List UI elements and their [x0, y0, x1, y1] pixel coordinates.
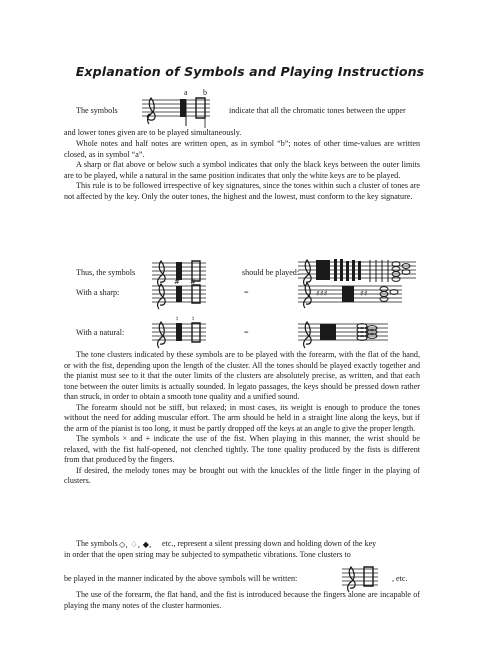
cluster-sharp-symbols [150, 278, 210, 312]
paragraph-key-signature: This rule is to be followed irrespective of key signatures, since the tones within such a cluster of tones are not affected by the key. Only the outer tones, the highest and the lowest, must conform to the key signature. [64, 181, 420, 201]
paragraph-accidentals: A sharp or flat above or below such a symbol indicates that only the black keys between the outer limits are to be played, while a natural in the same position indicates that only the white keys are to be played. [64, 160, 420, 180]
equals-sign-natural: = [244, 328, 249, 337]
cluster-natural-symbols [150, 314, 210, 352]
svg-text:#: # [190, 278, 196, 286]
cluster-natural-realization [296, 316, 392, 350]
svg-text:♮: ♮ [192, 315, 195, 323]
silent-press-glyphs: ◇, ♢, ◆, [119, 539, 152, 549]
silent-press-line2: in order that the open string may be subjected to sympathetic vibrations. Tone clusters to [64, 550, 351, 559]
silent-press-line3: be played in the manner indicated by the above symbols will be written: [64, 574, 298, 583]
svg-text:#: # [174, 278, 180, 286]
example-natural-label: With a natural: [76, 328, 125, 337]
symbol-label-b: b [203, 88, 207, 97]
silent-press-etc: , etc. [392, 574, 408, 583]
cluster-symbols-intro [140, 96, 220, 130]
equals-sign-sharp: = [244, 288, 249, 297]
example-should-label: should be played: [242, 268, 300, 277]
intro-rest: indicate that all the chromatic tones between the upper [229, 106, 406, 115]
paragraph-forearm-clusters: The tone clusters indicated by these symbols are to be played with the forearm, with the flat of the hand, or with the fist, depending upon the length of the cluster. All the tones should be played exactly together and the pianist must see to it that the outer limits of the clusters are absolutely precise, as written, and that each tone between the outer limits is actually sounded. In legato passages, the keys should be pressed down rather than struck, in order to obtain a smooth tone quality and a unified sound. [64, 350, 420, 401]
paragraph-group-3 [64, 590, 420, 611]
svg-text:♮: ♮ [176, 315, 179, 323]
intro-lead: The symbols [76, 106, 118, 115]
example-sharp-label: With a sharp: [76, 288, 120, 297]
cluster-sharp-realization [296, 280, 406, 310]
page-title: Explanation of Symbols and Playing Instructions [75, 64, 425, 79]
paragraph-group-2 [64, 350, 420, 487]
example-thus-label: Thus, the symbols [76, 268, 136, 277]
intro-continuation: and lower tones given are to be played simultaneously. [64, 128, 242, 137]
silent-press-rest: etc., represent a silent pressing down and holding down of the key [162, 539, 377, 548]
paragraph-fist: The symbols × and + indicate the use of the fist. When playing in this manner, the wrist should be relaxed, with the fist half-opened, not clenched tightly. The tone quality produced by the fists is different from that produced by the fingers. [64, 434, 420, 464]
svg-text:♯♯♯: ♯♯♯ [316, 289, 328, 298]
paragraph-melody: If desired, the melody tones may be brought out with the knuckles of the little finger in the playing of clusters. [64, 465, 420, 485]
paragraph-conclusion: The use of the forearm, the flat hand, and the fist is introduced because the fingers alone are incapable of playing the many notes of the cluster harmonies. [64, 590, 420, 610]
paragraph-group-1 [64, 139, 420, 202]
svg-text:♯♯: ♯♯ [360, 289, 368, 298]
symbol-label-a: a [184, 88, 188, 97]
paragraph-notes: Whole notes and half notes are written open, as in symbol “b”; notes of other time-values are written closed, as in symbol “a”. [64, 139, 420, 159]
paragraph-forearm-relaxed: The forearm should not be stiff, but relaxed; in most cases, its weight is enough to produce the tones without the need for adding muscular effort. The arm should be held in a straight line along the keys, but if the arm of the pianist is too long, it must be partly dropped off the keys at an angle to give the proper length. [64, 402, 420, 433]
silent-press-lead: The symbols [76, 539, 118, 548]
